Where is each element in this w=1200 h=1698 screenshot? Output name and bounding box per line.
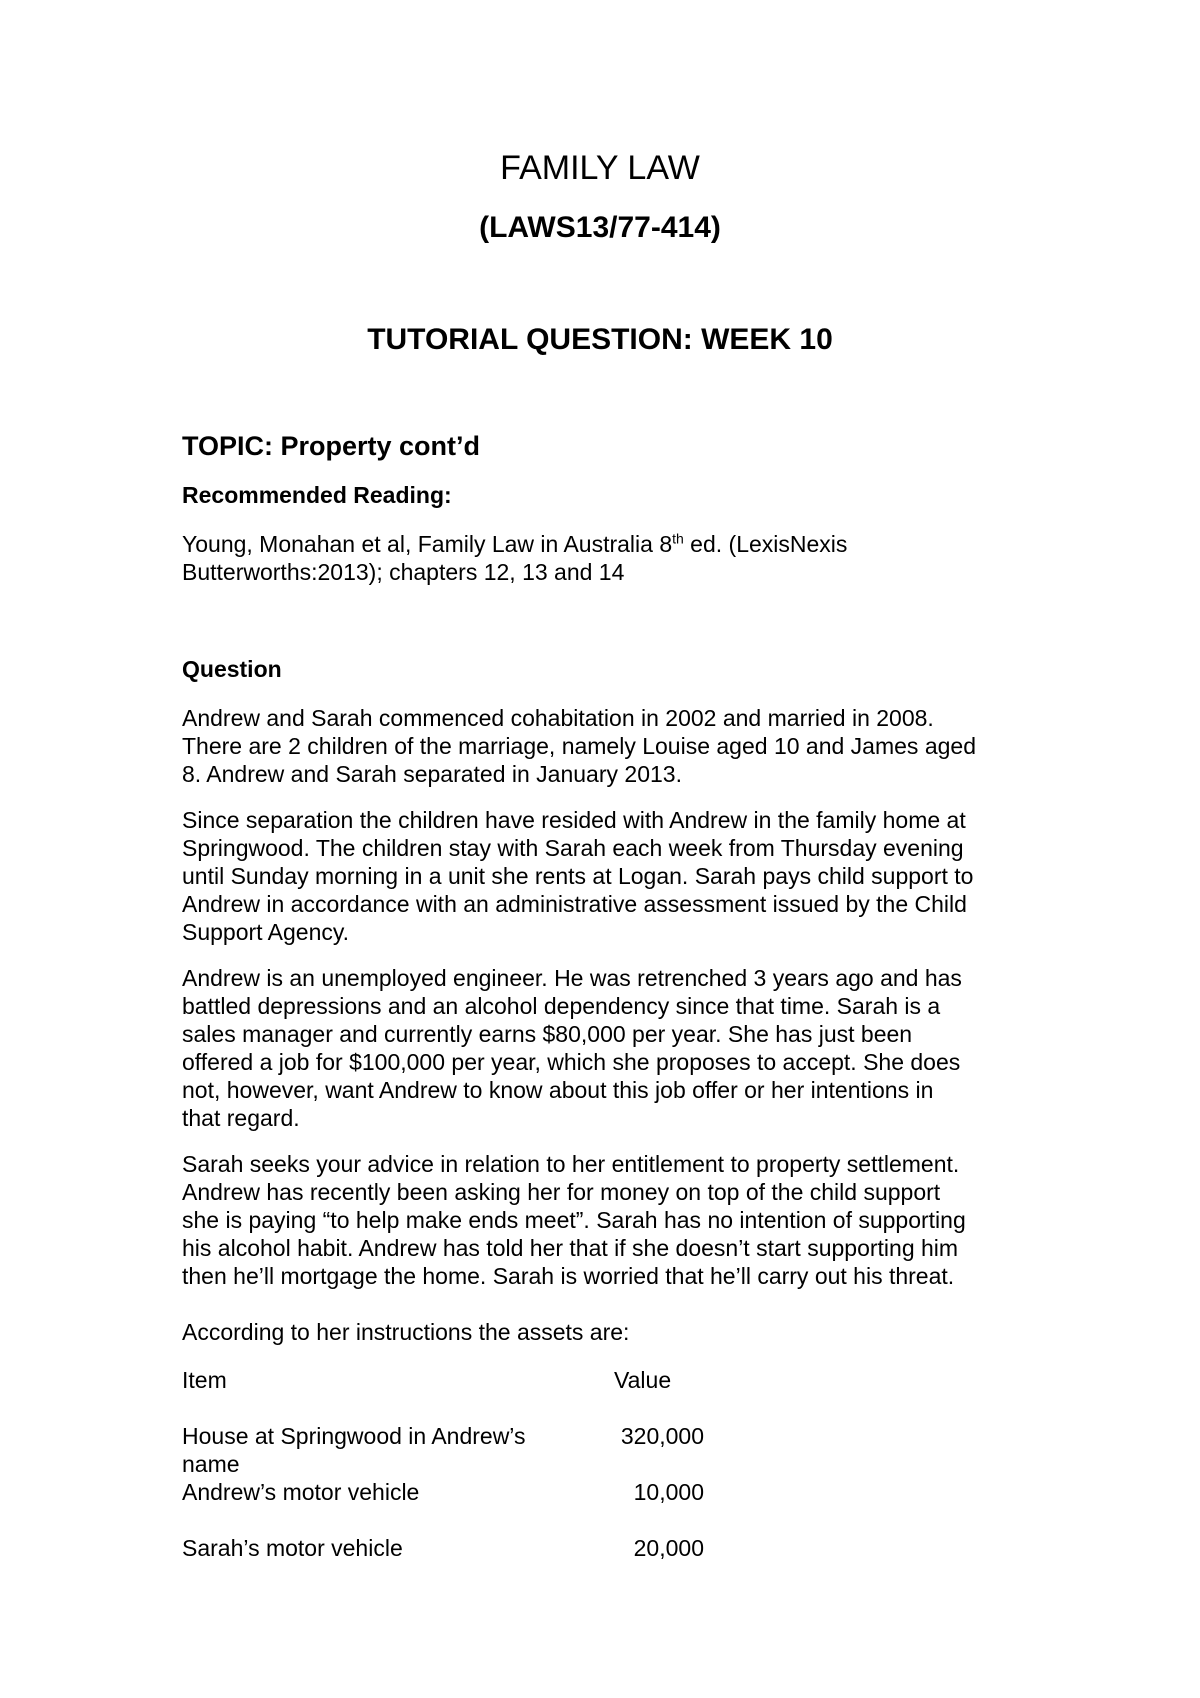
paragraph-line: not, however, want Andrew to know about this job offer or her intentions in [182,1077,934,1103]
asset-item: Sarah’s motor vehicle [182,1535,403,1561]
paragraph-line: Andrew and Sarah commenced cohabitation in 2002 and married in 2008. [182,705,934,731]
paragraph-line: offered a job for $100,000 per year, which she proposes to accept. She does [182,1049,961,1075]
reading-citation-line-2: Butterworths:2013); chapters 12, 13 and 14 [182,559,625,585]
question-paragraph-2 [182,806,1052,946]
paragraph-line: Support Agency. [182,919,350,945]
asset-value: 20,000 [633,1535,704,1561]
question-paragraph-4 [182,1150,1052,1290]
question-heading: Question [182,656,282,682]
question-paragraph-5 [182,1318,1052,1346]
paragraph-line: she is paying “to help make ends meet”. Sarah has no intention of supporting [182,1207,966,1233]
asset-item: House at Springwood in Andrew’s [182,1423,526,1449]
assets-header-item: Item [182,1367,227,1393]
paragraph-line: then he’ll mortgage the home. Sarah is worried that he’ll carry out his threat. [182,1263,955,1289]
tutorial-heading: TUTORIAL QUESTION: WEEK 10 [367,323,833,356]
question-paragraph-1 [182,704,1052,788]
paragraph-line: Andrew in accordance with an administrative assessment issued by the Child [182,891,967,917]
paragraph-line: until Sunday morning in a unit she rents at Logan. Sarah pays child support to [182,863,974,889]
paragraph-line: There are 2 children of the marriage, namely Louise aged 10 and James aged [182,733,976,759]
paragraph-line: Andrew is an unemployed engineer. He was retrenched 3 years ago and has [182,965,962,991]
assets-header-value: Value [614,1367,672,1393]
paragraph-line: 8. Andrew and Sarah separated in January 2013. [182,761,682,787]
question-paragraph-3 [182,964,1052,1132]
paragraph-line: that regard. [182,1105,300,1131]
asset-item-continued: name [182,1451,240,1477]
paragraph-line: According to her instructions the assets are: [182,1319,630,1345]
asset-item: Andrew’s motor vehicle [182,1479,420,1505]
paragraph-line: battled depressions and an alcohol dependency since that time. Sarah is a [182,993,941,1019]
paragraph-line: Sarah seeks your advice in relation to her entitlement to property settlement. [182,1151,960,1177]
document-title: FAMILY LAW [500,149,700,187]
paragraph-line: his alcohol habit. Andrew has told her that if she doesn’t start supporting him [182,1235,959,1261]
paragraph-line: Since separation the children have resided with Andrew in the family home at [182,807,966,833]
asset-value: 10,000 [633,1479,704,1505]
course-code: (LAWS13/77-414) [479,211,721,244]
recommended-reading-heading: Recommended Reading: [182,482,452,508]
reading-citation [182,530,1052,586]
paragraph-line: Andrew has recently been asking her for money on top of the child support [182,1179,941,1205]
paragraph-line: Springwood. The children stay with Sarah each week from Thursday evening [182,835,964,861]
reading-citation-line-1: Young, Monahan et al, Family Law in Australia 8th ed. (LexisNexis [182,530,848,557]
asset-value: 320,000 [620,1423,704,1449]
paragraph-line: sales manager and currently earns $80,000 per year. She has just been [182,1021,913,1047]
topic-heading: TOPIC: Property cont’d [182,431,481,461]
